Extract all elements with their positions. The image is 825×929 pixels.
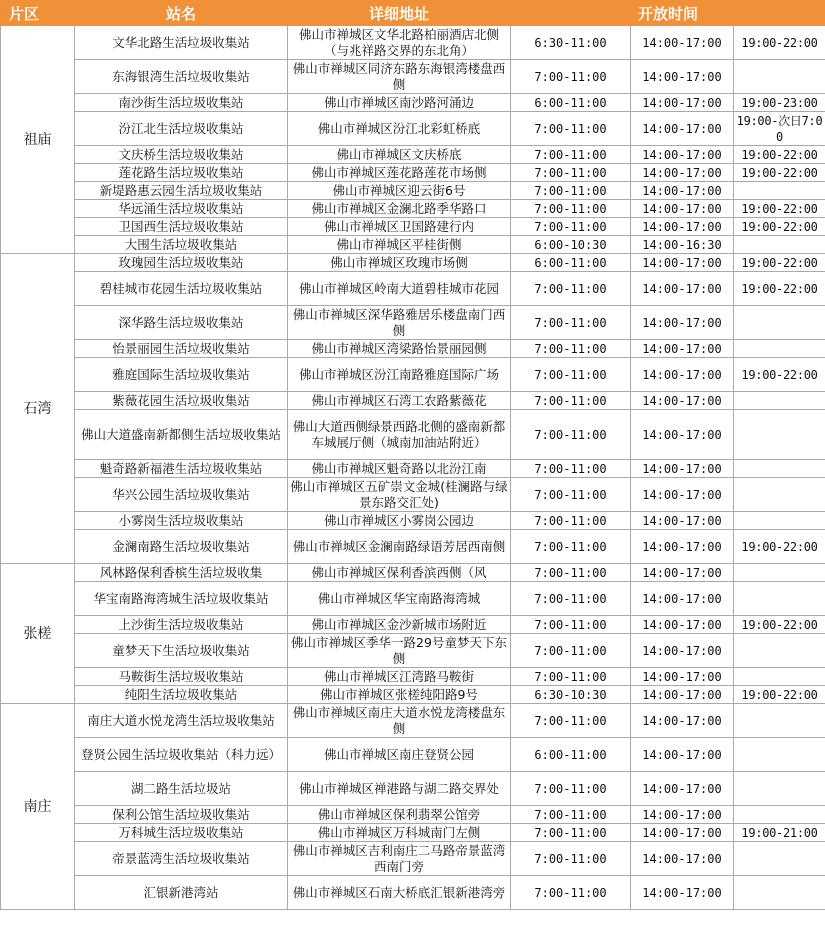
table-row	[1, 564, 825, 582]
address-cell: 佛山市禅城区深华路雅居乐楼盘南门西侧	[288, 306, 511, 340]
evening-time-cell	[734, 460, 825, 478]
table-row	[1, 340, 825, 358]
table-row	[1, 460, 825, 478]
morning-time-cell: 7:00-11:00	[511, 478, 631, 512]
address-cell: 佛山市禅城区魁奇路以北汾江南	[288, 460, 511, 478]
address-cell: 佛山市禅城区张槎纯阳路9号	[288, 686, 511, 704]
address-cell: 佛山市禅城区季华一路29号童梦天下东侧	[288, 634, 511, 668]
evening-time-cell	[734, 392, 825, 410]
evening-time-cell: 19:00-22:00	[734, 272, 825, 306]
evening-time-cell	[734, 738, 825, 772]
address-cell: 佛山市禅城区文庆桥底	[288, 146, 511, 164]
morning-time-cell: 6:30-11:00	[511, 26, 631, 60]
afternoon-time-cell: 14:00-17:00	[631, 272, 734, 306]
address-cell: 佛山市禅城区岭南大道碧桂城市花园	[288, 272, 511, 306]
table-row	[1, 704, 825, 738]
address-cell: 佛山市禅城区平桂街侧	[288, 236, 511, 254]
table-row	[1, 530, 825, 564]
station-name-cell: 华远涌生活垃圾收集站	[75, 200, 288, 218]
table-body	[1, 26, 825, 910]
evening-time-cell: 19:00-22:00	[734, 686, 825, 704]
morning-time-cell: 7:00-11:00	[511, 530, 631, 564]
station-name-cell: 纯阳生活垃圾收集站	[75, 686, 288, 704]
address-cell: 佛山市禅城区金澜南路绿语芳居西南侧	[288, 530, 511, 564]
morning-time-cell: 7:00-11:00	[511, 200, 631, 218]
evening-time-cell	[734, 306, 825, 340]
station-name-cell: 华宝南路海湾城生活垃圾收集站	[75, 582, 288, 616]
table-row	[1, 272, 825, 306]
table-row	[1, 634, 825, 668]
station-name-cell: 文华北路生活垃圾收集站	[75, 26, 288, 60]
afternoon-time-cell: 14:00-17:00	[631, 704, 734, 738]
evening-time-cell: 19:00-次日7:00	[734, 112, 825, 146]
morning-time-cell: 7:00-11:00	[511, 112, 631, 146]
morning-time-cell: 7:00-11:00	[511, 146, 631, 164]
afternoon-time-cell: 14:00-17:00	[631, 806, 734, 824]
morning-time-cell: 7:00-11:00	[511, 668, 631, 686]
station-name-cell: 帝景蓝湾生活垃圾收集站	[75, 842, 288, 876]
header-area: 片区	[1, 1, 75, 26]
table-row	[1, 738, 825, 772]
address-cell: 佛山市禅城区湾梁路怡景丽园侧	[288, 340, 511, 358]
address-cell: 佛山市禅城区汾江北彩虹桥底	[288, 112, 511, 146]
morning-time-cell: 7:00-11:00	[511, 392, 631, 410]
station-name-cell: 雅庭国际生活垃圾收集站	[75, 358, 288, 392]
table-row	[1, 668, 825, 686]
evening-time-cell: 19:00-23:00	[734, 94, 825, 112]
station-name-cell: 魁奇路新福港生活垃圾收集站	[75, 460, 288, 478]
evening-time-cell: 19:00-22:00	[734, 164, 825, 182]
address-cell: 佛山市禅城区南庄登贤公园	[288, 738, 511, 772]
address-cell: 佛山市禅城区保利香滨西侧（风	[288, 564, 511, 582]
address-cell: 佛山市禅城区五矿崇文金城(桂澜路与绿景东路交汇处)	[288, 478, 511, 512]
evening-time-cell: 19:00-22:00	[734, 146, 825, 164]
region-cell: 南庄	[1, 704, 75, 910]
evening-time-cell: 19:00-22:00	[734, 616, 825, 634]
station-name-cell: 碧桂城市花园生活垃圾收集站	[75, 272, 288, 306]
address-cell: 佛山市禅城区南庄大道水悦龙湾楼盘东侧	[288, 704, 511, 738]
address-cell: 佛山市禅城区卫国路建行内	[288, 218, 511, 236]
morning-time-cell: 7:00-11:00	[511, 876, 631, 910]
station-name-cell: 玫瑰园生活垃圾收集站	[75, 254, 288, 272]
morning-time-cell: 7:00-11:00	[511, 842, 631, 876]
afternoon-time-cell: 14:00-17:00	[631, 200, 734, 218]
header-station: 站名	[75, 1, 288, 26]
address-cell: 佛山市禅城区保利翡翠公馆旁	[288, 806, 511, 824]
station-name-cell: 马鞍街生活垃圾收集站	[75, 668, 288, 686]
evening-time-cell	[734, 842, 825, 876]
afternoon-time-cell: 14:00-17:00	[631, 582, 734, 616]
station-name-cell: 文庆桥生活垃圾收集站	[75, 146, 288, 164]
address-cell: 佛山市禅城区万科城南门左侧	[288, 824, 511, 842]
morning-time-cell: 7:00-11:00	[511, 182, 631, 200]
table-row	[1, 182, 825, 200]
header-address: 详细地址	[288, 1, 511, 26]
table-row	[1, 254, 825, 272]
address-cell: 佛山市禅城区华宝南路海湾城	[288, 582, 511, 616]
morning-time-cell: 7:00-11:00	[511, 824, 631, 842]
table-row	[1, 616, 825, 634]
table-row	[1, 392, 825, 410]
address-cell: 佛山市禅城区禅港路与湖二路交界处	[288, 772, 511, 806]
evening-time-cell	[734, 772, 825, 806]
address-cell: 佛山市禅城区小雾岗公园边	[288, 512, 511, 530]
station-name-cell: 童梦天下生活垃圾收集站	[75, 634, 288, 668]
evening-time-cell: 19:00-21:00	[734, 824, 825, 842]
table-row	[1, 60, 825, 94]
table-row	[1, 358, 825, 392]
evening-time-cell	[734, 60, 825, 94]
evening-time-cell: 19:00-22:00	[734, 218, 825, 236]
afternoon-time-cell: 14:00-17:00	[631, 616, 734, 634]
evening-time-cell	[734, 512, 825, 530]
address-cell: 佛山大道西侧绿景西路北侧的盛南新都车城展厅侧（城南加油站附近）	[288, 410, 511, 460]
address-cell: 佛山市禅城区南沙路河涌边	[288, 94, 511, 112]
table-row	[1, 824, 825, 842]
morning-time-cell: 7:00-11:00	[511, 410, 631, 460]
evening-time-cell	[734, 340, 825, 358]
afternoon-time-cell: 14:00-17:00	[631, 340, 734, 358]
station-name-cell: 湖二路生活垃圾站	[75, 772, 288, 806]
address-cell: 佛山市禅城区玫瑰市场侧	[288, 254, 511, 272]
morning-time-cell: 6:30-10:30	[511, 686, 631, 704]
station-name-cell: 汇银新港湾站	[75, 876, 288, 910]
evening-time-cell	[734, 876, 825, 910]
address-cell: 佛山市禅城区文华北路柏丽酒店北侧（与兆祥路交界的东北角）	[288, 26, 511, 60]
station-name-cell: 深华路生活垃圾收集站	[75, 306, 288, 340]
table-row	[1, 164, 825, 182]
evening-time-cell	[734, 564, 825, 582]
station-name-cell: 金澜南路生活垃圾收集站	[75, 530, 288, 564]
evening-time-cell	[734, 236, 825, 254]
morning-time-cell: 7:00-11:00	[511, 358, 631, 392]
station-name-cell: 华兴公园生活垃圾收集站	[75, 478, 288, 512]
address-cell: 佛山市禅城区同济东路东海银湾楼盘西侧	[288, 60, 511, 94]
morning-time-cell: 7:00-11:00	[511, 634, 631, 668]
table-row	[1, 582, 825, 616]
afternoon-time-cell: 14:00-17:00	[631, 668, 734, 686]
afternoon-time-cell: 14:00-17:00	[631, 26, 734, 60]
header-open-time: 开放时间	[511, 1, 825, 26]
morning-time-cell: 7:00-11:00	[511, 616, 631, 634]
station-name-cell: 保利公馆生活垃圾收集站	[75, 806, 288, 824]
evening-time-cell: 19:00-22:00	[734, 26, 825, 60]
evening-time-cell	[734, 582, 825, 616]
table-row	[1, 94, 825, 112]
morning-time-cell: 7:00-11:00	[511, 564, 631, 582]
morning-time-cell: 6:00-11:00	[511, 738, 631, 772]
station-name-cell: 汾江北生活垃圾收集站	[75, 112, 288, 146]
afternoon-time-cell: 14:00-17:00	[631, 530, 734, 564]
station-name-cell: 新堤路惠云园生活垃圾收集站	[75, 182, 288, 200]
morning-time-cell: 6:00-10:30	[511, 236, 631, 254]
address-cell: 佛山市禅城区江湾路马鞍街	[288, 668, 511, 686]
morning-time-cell: 7:00-11:00	[511, 772, 631, 806]
afternoon-time-cell: 14:00-17:00	[631, 478, 734, 512]
morning-time-cell: 7:00-11:00	[511, 218, 631, 236]
header-row	[1, 1, 825, 26]
evening-time-cell	[734, 182, 825, 200]
station-name-cell: 莲花路生活垃圾收集站	[75, 164, 288, 182]
region-cell: 祖庙	[1, 26, 75, 254]
afternoon-time-cell: 14:00-17:00	[631, 876, 734, 910]
afternoon-time-cell: 14:00-17:00	[631, 146, 734, 164]
table-row	[1, 112, 825, 146]
table-row	[1, 306, 825, 340]
table-row	[1, 200, 825, 218]
morning-time-cell: 7:00-11:00	[511, 512, 631, 530]
evening-time-cell: 19:00-22:00	[734, 254, 825, 272]
afternoon-time-cell: 14:00-17:00	[631, 460, 734, 478]
table-row	[1, 772, 825, 806]
station-name-cell: 怡景丽园生活垃圾收集站	[75, 340, 288, 358]
evening-time-cell: 19:00-22:00	[734, 358, 825, 392]
table-row	[1, 410, 825, 460]
morning-time-cell: 6:00-11:00	[511, 254, 631, 272]
evening-time-cell	[734, 668, 825, 686]
address-cell: 佛山市禅城区金沙新城市场附近	[288, 616, 511, 634]
afternoon-time-cell: 14:00-17:00	[631, 358, 734, 392]
station-name-cell: 东海银湾生活垃圾收集站	[75, 60, 288, 94]
evening-time-cell	[734, 410, 825, 460]
table-row	[1, 686, 825, 704]
station-name-cell: 大围生活垃圾收集站	[75, 236, 288, 254]
table-row	[1, 146, 825, 164]
station-name-cell: 紫薇花园生活垃圾收集站	[75, 392, 288, 410]
evening-time-cell	[734, 634, 825, 668]
evening-time-cell	[734, 478, 825, 512]
station-name-cell: 南庄大道水悦龙湾生活垃圾收集站	[75, 704, 288, 738]
evening-time-cell: 19:00-22:00	[734, 530, 825, 564]
address-cell: 佛山市禅城区金澜北路季华路口	[288, 200, 511, 218]
afternoon-time-cell: 14:00-17:00	[631, 564, 734, 582]
table-row	[1, 218, 825, 236]
table-row	[1, 512, 825, 530]
morning-time-cell: 7:00-11:00	[511, 460, 631, 478]
station-name-cell: 风林路保利香槟生活垃圾收集	[75, 564, 288, 582]
table-row	[1, 236, 825, 254]
morning-time-cell: 7:00-11:00	[511, 582, 631, 616]
afternoon-time-cell: 14:00-17:00	[631, 410, 734, 460]
morning-time-cell: 7:00-11:00	[511, 272, 631, 306]
afternoon-time-cell: 14:00-17:00	[631, 772, 734, 806]
afternoon-time-cell: 14:00-17:00	[631, 634, 734, 668]
afternoon-time-cell: 14:00-17:00	[631, 254, 734, 272]
region-cell: 石湾	[1, 254, 75, 564]
afternoon-time-cell: 14:00-17:00	[631, 824, 734, 842]
afternoon-time-cell: 14:00-17:00	[631, 94, 734, 112]
address-cell: 佛山市禅城区石南大桥底汇银新港湾旁	[288, 876, 511, 910]
afternoon-time-cell: 14:00-17:00	[631, 842, 734, 876]
table-row	[1, 842, 825, 876]
address-cell: 佛山市禅城区石湾工农路紫薇花	[288, 392, 511, 410]
station-name-cell: 小雾岗生活垃圾收集站	[75, 512, 288, 530]
table-row	[1, 876, 825, 910]
afternoon-time-cell: 14:00-17:00	[631, 686, 734, 704]
table-row	[1, 26, 825, 60]
morning-time-cell: 7:00-11:00	[511, 164, 631, 182]
station-name-cell: 登贤公园生活垃圾收集站（科力远）	[75, 738, 288, 772]
station-name-cell: 南沙街生活垃圾收集站	[75, 94, 288, 112]
station-name-cell: 佛山大道盛南新都侧生活垃圾收集站	[75, 410, 288, 460]
table-row	[1, 806, 825, 824]
evening-time-cell	[734, 704, 825, 738]
morning-time-cell: 7:00-11:00	[511, 806, 631, 824]
morning-time-cell: 7:00-11:00	[511, 306, 631, 340]
afternoon-time-cell: 14:00-17:00	[631, 60, 734, 94]
address-cell: 佛山市禅城区迎云街6号	[288, 182, 511, 200]
afternoon-time-cell: 14:00-17:00	[631, 306, 734, 340]
address-cell: 佛山市禅城区莲花路莲花市场侧	[288, 164, 511, 182]
morning-time-cell: 7:00-11:00	[511, 704, 631, 738]
address-cell: 佛山市禅城区吉利南庄二马路帝景蓝湾西南门旁	[288, 842, 511, 876]
evening-time-cell: 19:00-22:00	[734, 200, 825, 218]
afternoon-time-cell: 14:00-17:00	[631, 512, 734, 530]
station-name-cell: 万科城生活垃圾收集站	[75, 824, 288, 842]
address-cell: 佛山市禅城区汾江南路雅庭国际广场	[288, 358, 511, 392]
afternoon-time-cell: 14:00-17:00	[631, 392, 734, 410]
afternoon-time-cell: 14:00-17:00	[631, 182, 734, 200]
afternoon-time-cell: 14:00-17:00	[631, 218, 734, 236]
morning-time-cell: 6:00-11:00	[511, 94, 631, 112]
region-cell: 张槎	[1, 564, 75, 704]
station-name-cell: 卫国西生活垃圾收集站	[75, 218, 288, 236]
afternoon-time-cell: 14:00-17:00	[631, 738, 734, 772]
afternoon-time-cell: 14:00-17:00	[631, 164, 734, 182]
table-row	[1, 478, 825, 512]
evening-time-cell	[734, 806, 825, 824]
morning-time-cell: 7:00-11:00	[511, 340, 631, 358]
morning-time-cell: 7:00-11:00	[511, 60, 631, 94]
afternoon-time-cell: 14:00-17:00	[631, 112, 734, 146]
station-name-cell: 上沙街生活垃圾收集站	[75, 616, 288, 634]
afternoon-time-cell: 14:00-16:30	[631, 236, 734, 254]
